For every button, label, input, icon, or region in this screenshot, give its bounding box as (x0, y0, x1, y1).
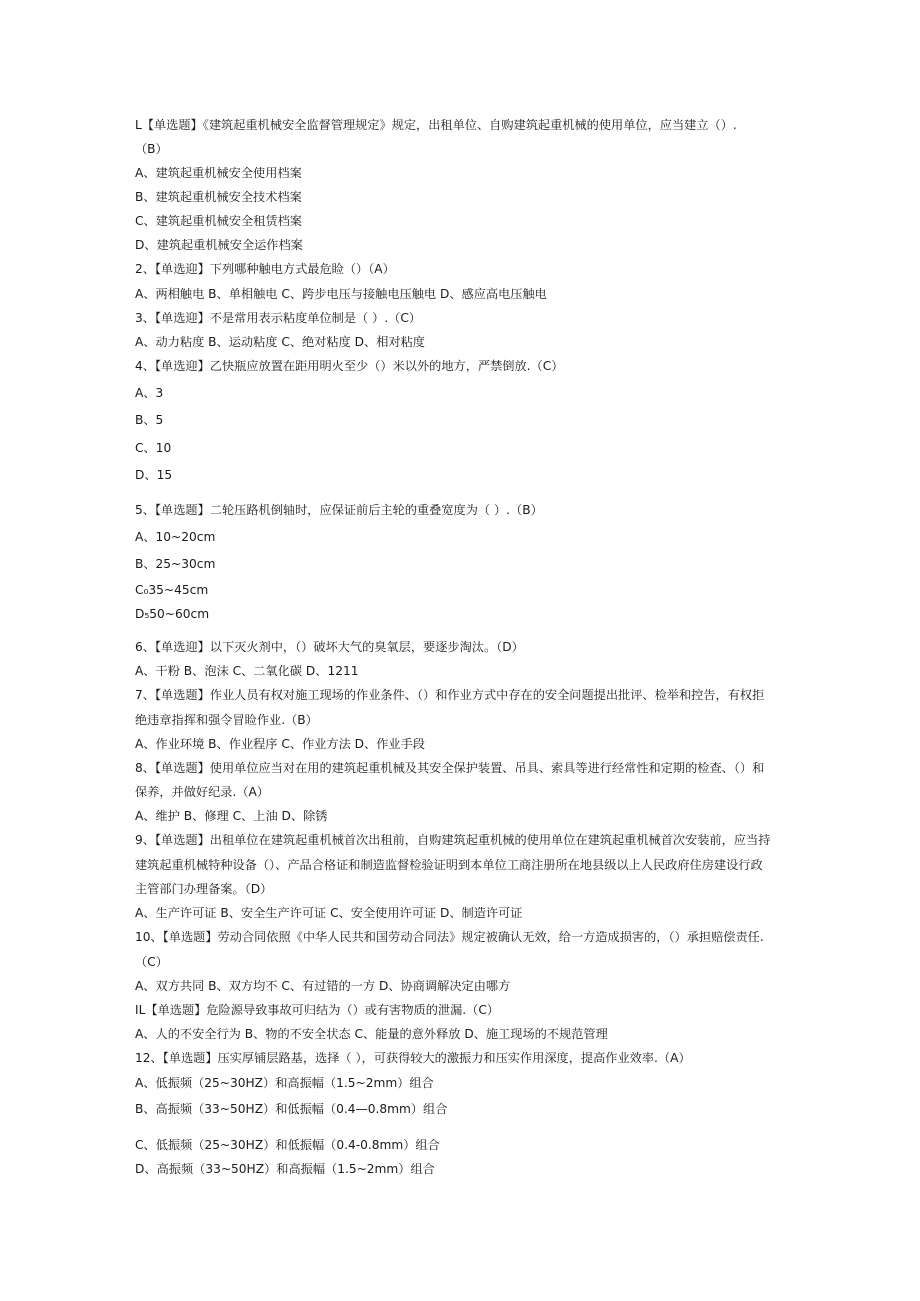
question-1-option-a: A、建筑起重机械安全使用档案 (135, 166, 302, 180)
question-6-stem: 6、【单选迎】以下灭火剂中，（）破坏大气的臭氧层，要逐步淘汰。（D） (135, 640, 524, 654)
question-4-option-a: A、3 (135, 386, 164, 400)
question-7-stem-line-2: 绝违章指挥和强令冒睑作业.（B） (135, 713, 318, 727)
question-1-option-d: D、建筑起重机械安全运作档案 (135, 238, 303, 252)
question-12-option-d: D、高振频（33~50HZ）和高振幅（1.5~2mm）组合 (135, 1162, 435, 1176)
question-2-options: A、两相触电 B、单相触电 C、跨步电压与接触电压触电 D、感应高电压触电 (135, 287, 547, 301)
question-9-stem-line-2: 建筑起重机械特种设备（）、产品合格证和制造监督检验证明到本单位工商注册所在地县级以上人民政府住房建设行政 (135, 858, 763, 872)
question-9-stem-line-3: 主管部门办理备案。（D） (135, 882, 273, 896)
question-12-stem: 12、【单选题】压实厚铺层路基，选择（ ），可获得较大的激振力和压实作用深度，提高作业效率.（A） (135, 1051, 691, 1065)
question-1-option-c: C、建筑起重机械安全租赁档案 (135, 214, 302, 228)
question-4-stem: 4、【单选迎】乙快瓶应放置在距用明火至少（）米以外的地方，严禁倒放.（C） (135, 359, 564, 373)
question-12-option-b: B、高振频（33~50HZ）和低振幅（0.4—0.8mm）组合 (135, 1102, 448, 1116)
question-4-option-c: C、10 (135, 441, 172, 455)
question-12-option-a: A、低振频（25~30HZ）和高振幅（1.5~2mm）组合 (135, 1076, 434, 1090)
question-3-stem: 3、【单选迎】不是常用表示粘度单位制是（ ）.（C） (135, 311, 422, 325)
question-4-option-d: D、15 (135, 468, 173, 482)
question-5-option-d: D₅50~60cm (135, 607, 210, 621)
question-1-stem-line-2: （B） (135, 142, 168, 156)
question-10-stem-line-1: 10、【单选题】劳动合同依照《中华人民共和国劳动合同法》规定被确认无效，给一方造成损害的，（）承担赔偿责任. (135, 930, 764, 944)
question-5-option-c: C₀35~45cm (135, 583, 209, 597)
question-9-stem-line-1: 9、【单选题】出租单位在建筑起重机械首次出租前，自购建筑起重机械的使用单位在建筑起重机械首次安装前，应当持 (135, 833, 771, 847)
question-12-option-c: C、低振频（25~30HZ）和低振幅（0.4-0.8mm）组合 (135, 1138, 440, 1152)
question-3-options: A、动力粘度 B、运动粘度 C、绝对粘度 D、相对粘度 (135, 335, 425, 349)
question-4-option-b: B、5 (135, 413, 164, 427)
question-8-stem-line-1: 8、【单选题】使用单位应当对在用的建筑起重机械及其安全保护装置、吊具、索具等进行经常性和定期的检查、（）和 (135, 761, 765, 775)
question-1-stem-line-1: L【单选题】《建筑起重机械安全监督管理规定》规定，出租单位、自购建筑起重机械的使用单位，应当建立（）. (135, 118, 737, 132)
question-8-stem-line-2: 保养，并做好纪录.（A） (135, 785, 270, 799)
question-5-option-b: B、25~30cm (135, 557, 216, 571)
question-10-stem-line-2: （C） (135, 955, 168, 969)
question-5-stem: 5、【单选题】二轮压路机倒轴时，应保证前后主轮的重叠宽度为（ ）.（B） (135, 503, 543, 517)
question-9-options: A、生产许可证 B、安全生产许可证 C、安全使用许可证 D、制造许可证 (135, 906, 523, 920)
question-7-options: A、作业环境 B、作业程序 C、作业方法 D、作业手段 (135, 737, 425, 751)
question-5-option-a: A、10~20cm (135, 530, 216, 544)
question-10-options: A、双方共同 B、双方均不 C、有过错的一方 D、协商调解决定由哪方 (135, 979, 511, 993)
question-6-options: A、干粉 B、泡沫 C、二氧化碳 D、1211 (135, 664, 359, 678)
question-8-options: A、维护 B、修理 C、上油 D、除锈 (135, 809, 328, 823)
question-11-options: A、人的不安全行为 B、物的不安全状态 C、能量的意外释放 D、施工现场的不规范管理 (135, 1027, 608, 1041)
question-1-option-b: B、建筑起重机械安全技术档案 (135, 190, 302, 204)
question-11-stem: IL【单选题】危险源导致事故可归结为（）或有害物质的泄漏.（C） (135, 1003, 500, 1017)
question-7-stem-line-1: 7、【单选题】作业人员有权对施工现场的作业条件、（）和作业方式中存在的安全问题提出批评、检举和控告，有权拒 (135, 688, 765, 702)
question-2-stem: 2、【单选迎】下列哪种触电方式最危睑（）（A） (135, 262, 395, 276)
